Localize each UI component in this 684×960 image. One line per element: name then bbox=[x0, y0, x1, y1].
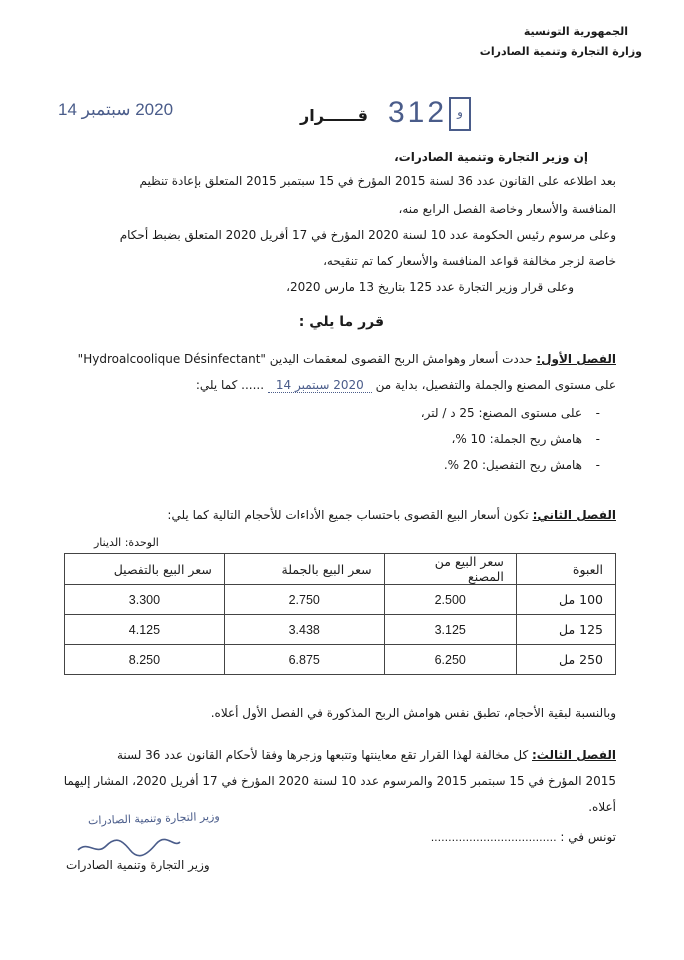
factory-price: 6.250 bbox=[384, 645, 516, 675]
date-stamp: 2020 سبتمبر 14 bbox=[58, 100, 174, 119]
article1-item-3: -هامش ربح التفصيل: 20 %. bbox=[443, 458, 600, 472]
header-retail-price: سعر البيع بالتفصيل bbox=[65, 554, 225, 585]
factory-price: 2.500 bbox=[384, 585, 516, 615]
preamble-para2-line1: وعلى مرسوم رئيس الحكومة عدد 10 لسنة 2020 المؤرخ في 17 أفريل 2020 المتعلق بضبط أحكام bbox=[119, 228, 616, 242]
article1-line2-text: على مستوى المصنع والجملة والتفصيل، بداية من bbox=[375, 378, 616, 392]
article1-label: الفصل الأول: bbox=[536, 352, 616, 366]
other-sizes-note: وبالنسبة لبقية الأحجام، تطبق نفس هوامش الربح المذكورة في الفصل الأول أعلاه. bbox=[210, 706, 616, 720]
article1-text: حددت أسعار وهوامش الربح القصوى لمعقمات اليدين "Hydroalcoolique Désinfectant" bbox=[77, 352, 533, 366]
preamble-para2-line2: خاصة لزجر مخالفة قواعد المنافسة والأسعار كما تم تنقيحه، bbox=[323, 254, 616, 268]
article3-text: كل مخالفة لهذا القرار تقع معاينتها وتتبعها وزجرها وفقا لأحكام القانون عدد 36 لسنة bbox=[116, 748, 529, 762]
price-table-header bbox=[65, 554, 616, 585]
place-label: تونس في : bbox=[560, 830, 616, 844]
article2-text: تكون أسعار البيع القصوى باحتساب جميع الأداءات للأحجام التالية كما يلي: bbox=[167, 508, 529, 522]
header-wholesale-price: سعر البيع بالجملة bbox=[224, 554, 384, 585]
package-size: 100 مل bbox=[516, 585, 615, 615]
wholesale-price: 6.875 bbox=[224, 645, 384, 675]
article3-line3: أعلاه. bbox=[588, 800, 616, 814]
retail-price: 3.300 bbox=[65, 585, 225, 615]
table-row bbox=[65, 615, 616, 645]
decree-number: 312 bbox=[388, 96, 448, 129]
article1-item-1: -على مستوى المصنع: 25 د / لتر، bbox=[420, 406, 600, 420]
retail-price: 4.125 bbox=[65, 615, 225, 645]
table-row bbox=[65, 585, 616, 615]
decree-number-box: و bbox=[449, 97, 471, 131]
date-blank: .................................... bbox=[430, 831, 557, 844]
article3-label: الفصل الثالث: bbox=[532, 748, 616, 762]
signatory-title: وزير التجارة وتنمية الصادرات bbox=[66, 858, 210, 872]
article1-date-stamp: 2020 سبتمبر 14 bbox=[268, 378, 372, 393]
factory-price: 3.125 bbox=[384, 615, 516, 645]
price-unit: الوحدة: الدينار bbox=[94, 536, 159, 549]
article1-line2 bbox=[56, 374, 616, 396]
preamble-para1-line2: المنافسة والأسعار وخاصة الفصل الرابع منه، bbox=[398, 202, 616, 216]
package-size: 250 مل bbox=[516, 645, 615, 675]
article2-line bbox=[167, 504, 616, 526]
header-factory-price: سعر البيع من المصنع bbox=[384, 554, 516, 585]
preamble-para3: وعلى قرار وزير التجارة عدد 125 بتاريخ 13 مارس 2020، bbox=[286, 280, 574, 294]
article3-line2: 2015 المؤرخ في 15 سبتمبر 2015 والمرسوم عدد 10 لسنة 2020 المؤرخ في 17 أفريل 2020، المشار إليهما bbox=[63, 774, 616, 788]
signature-stamp: وزير التجارة وتنمية الصادرات bbox=[87, 809, 220, 828]
package-size: 125 مل bbox=[516, 615, 615, 645]
wholesale-price: 3.438 bbox=[224, 615, 384, 645]
decree-number-stamp bbox=[388, 96, 471, 131]
decree-heading: قرر ما يلي : bbox=[298, 314, 384, 330]
header-package: العبوة bbox=[516, 554, 615, 585]
place-date-line bbox=[431, 826, 616, 849]
price-table bbox=[64, 553, 616, 675]
article1-line1 bbox=[56, 348, 616, 370]
retail-price: 8.250 bbox=[65, 645, 225, 675]
wholesale-price: 2.750 bbox=[224, 585, 384, 615]
article1-item-2: -هامش ربح الجملة: 10 %، bbox=[451, 432, 600, 446]
republic-name: الجمهورية التونسية bbox=[523, 25, 628, 38]
article2-label: الفصل الثاني: bbox=[532, 508, 616, 522]
ministry-name: وزارة التجارة وتنمية الصادرات bbox=[479, 45, 642, 58]
signature-scribble-icon bbox=[74, 836, 184, 858]
table-row bbox=[65, 645, 616, 675]
preamble-para1-line1: بعد اطلاعه على القانون عدد 36 لسنة 2015 المؤرخ في 15 سبتمبر 2015 المتعلق بإعادة تنظيم bbox=[139, 174, 616, 188]
document-title: قــــــرار bbox=[300, 106, 368, 125]
article3-line1 bbox=[56, 744, 616, 766]
article1-line2-end: ...... كما يلي: bbox=[195, 378, 265, 392]
ministry-header bbox=[480, 22, 642, 62]
preamble-opening: إن وزير التجارة وتنمية الصادرات، bbox=[394, 150, 588, 164]
